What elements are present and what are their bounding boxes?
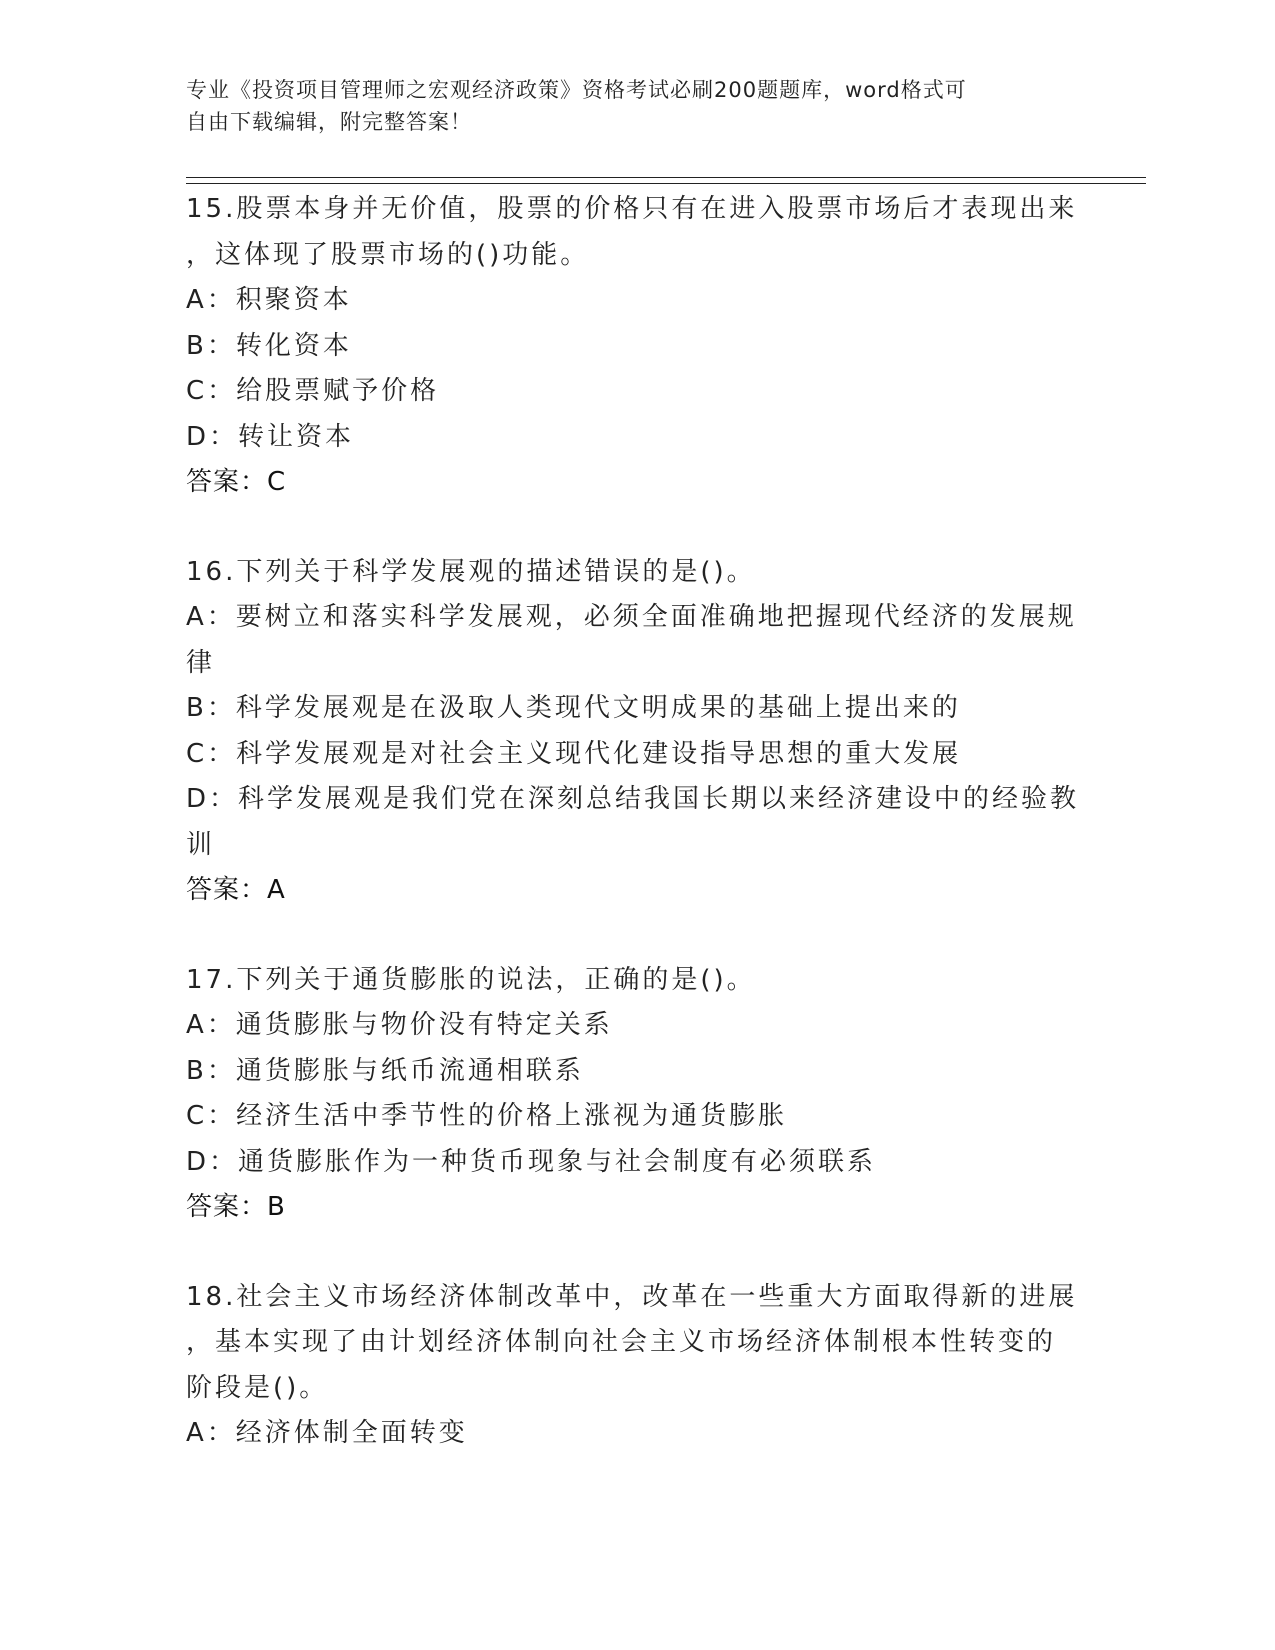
option-line: B：通货膨胀与纸币流通相联系	[186, 1055, 584, 1086]
header-divider-bottom	[186, 183, 1146, 184]
question-block	[186, 550, 1086, 914]
header-line-2: 自由下载编辑，附完整答案！	[186, 110, 472, 134]
answer-line: 答案：B	[186, 1192, 286, 1222]
answer-line: 答案：C	[186, 467, 287, 497]
document-header	[186, 74, 1066, 138]
option-line: A：积聚资本	[186, 285, 352, 315]
option-line: B：转化资本	[186, 330, 352, 361]
question-stem-line: 阶段是()。	[186, 1372, 329, 1403]
option-line: A：经济体制全面转变	[186, 1418, 468, 1448]
option-line: C：科学发展观是对社会主义现代化建设指导思想的重大发展	[186, 738, 962, 769]
question-block	[186, 187, 1086, 506]
option-line: 训	[186, 829, 216, 860]
header-divider-top	[186, 177, 1146, 178]
question-stem-line: ，基本实现了由计划经济体制向社会主义市场经济体制根本性转变的	[186, 1327, 1057, 1357]
header-line-1: 专业《投资项目管理师之宏观经济政策》资格考试必刷200题题库，word格式可	[186, 78, 967, 102]
question-block	[186, 958, 1086, 1231]
option-line: A：通货膨胀与物价没有特定关系	[186, 1010, 613, 1040]
question-block	[186, 1275, 1086, 1457]
question-stem-line: 18.社会主义市场经济体制改革中，改革在一些重大方面取得新的进展	[186, 1281, 1078, 1312]
option-line: C：经济生活中季节性的价格上涨视为通货膨胀	[186, 1101, 788, 1131]
question-stem-line: 16.下列关于科学发展观的描述错误的是()。	[186, 556, 756, 587]
question-stem-line: ，这体现了股票市场的()功能。	[186, 239, 590, 270]
question-list	[186, 187, 1086, 1501]
question-stem-line: 15.股票本身并无价值，股票的价格只有在进入股票市场后才表现出来	[186, 194, 1078, 224]
question-stem-line: 17.下列关于通货膨胀的说法，正确的是()。	[186, 964, 756, 995]
option-line: A：要树立和落实科学发展观，必须全面准确地把握现代经济的发展规	[186, 602, 1077, 632]
option-line: 律	[186, 647, 216, 678]
option-line: D：转让资本	[186, 421, 355, 452]
option-line: B：科学发展观是在汲取人类现代文明成果的基础上提出来的	[186, 693, 961, 723]
answer-line: 答案：A	[186, 875, 286, 905]
option-line: D：科学发展观是我们党在深刻总结我国长期以来经济建设中的经验教	[186, 784, 1080, 814]
option-line: D：通货膨胀作为一种货币现象与社会制度有必须联系	[186, 1146, 877, 1177]
option-line: C：给股票赋予价格	[186, 376, 440, 406]
